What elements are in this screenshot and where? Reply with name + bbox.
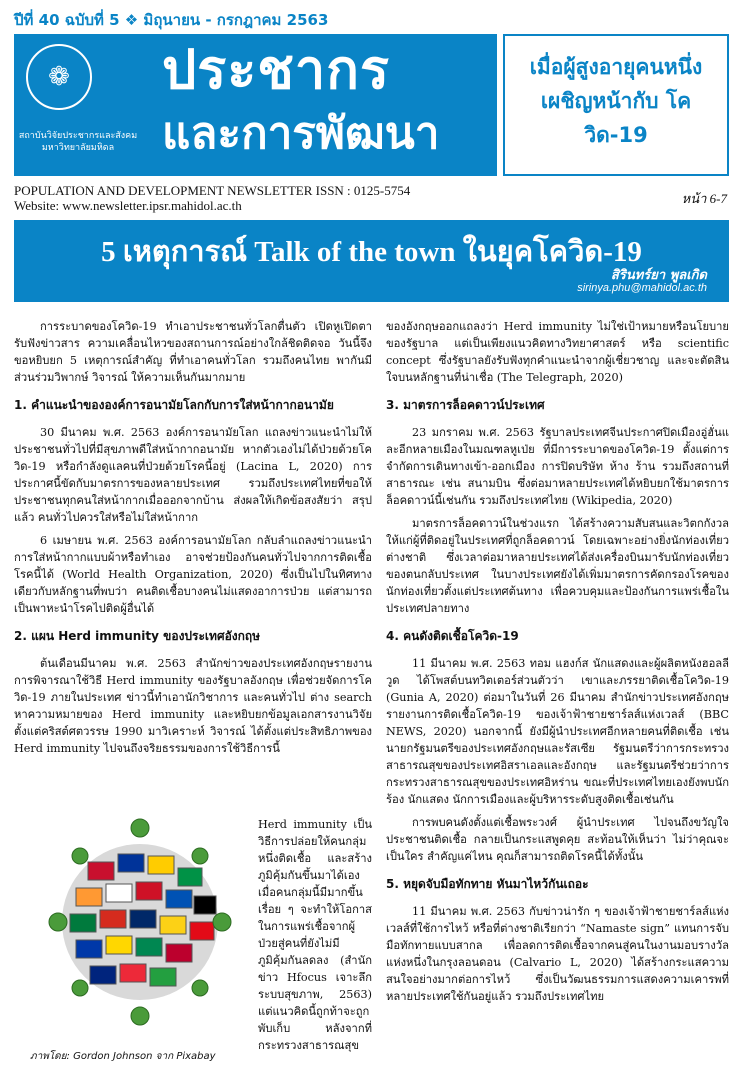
newsletter-info <box>14 183 410 213</box>
article-author: สิรินทร์ยา พูลเกิด <box>610 268 707 283</box>
section-3-heading: 3. มาตรการล็อคดาวน์ประเทศ <box>386 398 545 412</box>
university-logo-icon: ❁ <box>26 44 92 110</box>
section-5-paragraph-1: 11 มีนาคม พ.ศ. 2563 กับข่าวน่ารัก ๆ ของเจ้าฟ้าชายชาร์ลส์แห่งเวลส์ที่ใช้การไหว้ หรือที่ต่างชาติเรียกว่า “Namaste sign” แทนการจับมือทักทายแบบสากล เพื่อลดการติดเชื้อจากคนสู่คนในงานมอบรางวัลแห่งหนึ่งในกรุงลอนดอน (Calvario L, 2020) ได้สร้างกระแสความสนใจอย่างมากต่อการไหว้ ซึ่งเป็นวัฒนธรรมการแสดงความเคารพที่หลายประเทศใช้กันอยู่แล้ว รวมถึงประเทศไทย <box>386 905 729 1003</box>
left-column <box>14 318 372 757</box>
teaser-page-ref: หน้า 6-7 <box>681 191 727 206</box>
issue-line: ปีที่ 40 ฉบับที่ 5 ❖ มิถุนายน - กรกฎาคม 2563 <box>14 11 329 29</box>
article-title-bar <box>14 220 729 302</box>
section-5-heading: 5. หยุดจับมือทักทาย หันมาไหว้กันเถอะ <box>386 877 589 891</box>
section-1-paragraph-1: 30 มีนาคม พ.ศ. 2563 องค์การอนามัยโลก แถลงข่าวแนะนำไม่ให้ประชาชนทั่วไปที่มีสุขภาพดีใส่หน้ากากอนามัย หากตัวเองไม่ได้ป่วยด้วยโควิด-19 หรือกำลังดูแลคนที่ป่วยด้วยโรคนี้อยู่ (Lacina L, 2020) การประกาศนี้ขัดกับมาตรการของหลายประเทศ รวมถึงประเทศไทยที่ขอให้ประชาชนทุกคนใส่หน้ากากเมื่อออกจากบ้าน ส่งผลให้เกิดข้อสงสัยว่า สรุปแล้ว คนทั่วไปควรใส่หรือไม่ใส่หน้ากาก <box>14 426 372 524</box>
section-3-paragraph-1: 23 มกราคม พ.ศ. 2563 รัฐบาลประเทศจีนประกาศปิดเมืองอู่ฮั่นและอีกหลายเมืองในมณฑลหูเป่ย ที่มีการระบาดของโควิด-19 ตั้งแต่การจำกัดการเดินทางเข้า-ออกเมือง การปิดบริษัท ห้าง ร้าน รวมถึงสถานที่สาธารณะ เช่น สนามบิน ซึ่งต่อมาหลายประเทศได้หยิบยกใช้มาตรการล็อคดาวน์นี้เช่นกัน รวมถึงประเทศไทย (Wikipedia, 2020) <box>386 426 729 507</box>
newsletter-website: Website: www.newsletter.ipsr.mahidol.ac.th <box>14 198 242 213</box>
globe-flags-image <box>40 806 240 1038</box>
article-title: 5 เหตุการณ์ Talk of the town ในยุคโควิด-19 <box>101 236 642 268</box>
section-4-paragraph-1: 11 มีนาคม พ.ศ. 2563 ทอม แฮงก์ส นักแสดงและผู้ผลิตหนังฮอลลีวูด ได้โพสต์บนทวิตเตอร์ส่วนตัวว่า เขาและภรรยาติดเชื้อโควิด-19 (Gunia A, 2020) ต่อมาในวันที่ 26 มีนาคม สำนักข่าวประเทศอังกฤษรายงานการติดเชื้อโควิด-19 ของเจ้าฟ้าชายชาร์ลส์แห่งเวลส์ (BBC NEWS, 2020) นอกจากนี้ ยังมีผู้นำประเทศอีกหลายคนที่ติดเชื้อ เช่น นายกรัฐมนตรีของประเทศอังกฤษและรัสเซีย รัฐมนตรีว่าการกระทรวงสาธารณสุขของประเทศอิสราเอลและอังกฤษ และรัฐมนตรีช่วยว่าการกระทรวงสาธารณสุขของประเทศอิหร่าน ขณะที่ประเทศไทยเองยังพบนักร้อง นักแสดง นักการเมืองและผู้บริหารระดับสูงติดเชื้อเช่นกัน <box>386 657 729 806</box>
section-3-paragraph-2: มาตรการล็อคดาวน์ในช่วงแรก ได้สร้างความสับสนและวิตกกังวลให้แก่ผู้ที่ติดอยู่ในประเทศที่ถูกล็อคดาวน์ โดยเฉพาะอย่างยิ่งนักท่องเที่ยวต่างชาติ ซึ่งเวลาต่อมาหลายประเทศได้ส่งเครื่องบินมารับนักท่องเที่ยวของตนกลับประเทศ ในบางประเทศยังได้เพิ่มมาตรการคัดกรองโรคของนักท่องเที่ยวตั้งแต่ประเทศต้นทาง เพื่อควบคุมและป้องกันการแพร่เชื้อในประเทศปลายทาง <box>386 517 729 615</box>
teaser-box: เมื่อผู้สูงอายุคนหนึ่ง เผชิญหน้ากับ โควิด-19 <box>503 34 729 176</box>
newsletter-issn: POPULATION AND DEVELOPMENT NEWSLETTER ISSN : 0125-5754 <box>14 183 411 198</box>
section-2-heading: 2. แผน Herd immunity ของประเทศอังกฤษ <box>14 629 261 643</box>
author-email: sirinya.phu@mahidol.ac.th <box>577 282 707 294</box>
section-1-paragraph-2: 6 เมษายน พ.ศ. 2563 องค์การอนามัยโลก กลับลำแถลงข่าวแนะนำการใส่หน้ากากแบบผ้าหรือทำเอง อาจช่วยป้องกันคนทั่วไปจากการติดเชื้อโรคนี้ได้ (World Health Organization, 2020) ซึ่งเป็นไปในทิศทางเดียวกับหลักฐานที่พบว่า คนติดเชื้อบางคนไม่แสดงอาการป่วย แต่สามารถเป็นพาหะนำโรคไปติดผู้อื่นได้ <box>14 534 372 615</box>
image-caption: ภาพโดย: Gordon Johnson จาก Pixabay <box>30 1051 216 1062</box>
section-4-heading: 4. คนดังติดเชื้อโควิด-19 <box>386 629 519 643</box>
masthead-title-line1: ประชากร <box>162 38 390 101</box>
right-column <box>386 318 729 1005</box>
logo-institute-name: สถาบันวิจัยประชากรและสังคม มหาวิทยาลัยมหิดล <box>18 131 138 153</box>
intro-paragraph: การระบาดของโควิด-19 ทำเอาประชาชนทั่วโลกตื่นตัว เปิดหูเปิดตา รับฟังข่าวสาร ความเคลื่อนไหวของสถานการณ์อย่างใกล้ชิดติดจอ วันนี้จึงขอหยิบยก 5 เหตุการณ์สำคัญ ที่ทำเอาคนทั่วโลก รวมถึงคนไทย พากันมีส่วนร่วมวิพากษ์ วิจารณ์ ให้ความเห็นกันมากมาย <box>14 320 372 384</box>
masthead-title-line2: และการพัฒนา <box>162 108 440 159</box>
section-2-paragraph-2: Herd immunity เป็นวิธีการปล่อยให้คนกลุ่มหนึ่งติดเชื้อ และสร้างภูมิคุ้มกันขึ้นมาได้เอง เมื่อคนกลุ่มนี้มีมากขึ้นเรื่อย ๆ จะทำให้โอกาสในการแพร่เชื้อจากผู้ป่วยสู่คนที่ยังไม่มีภูมิคุ้มกันลดลง (สำนักข่าว Hfocus เจาะลึกระบบสุขภาพ, 2563) แต่แนวคิดนี้ถูกท้าจะถูกพับเก็บ หลังจากที่กระทรวงสาธารณสุข <box>258 818 372 1052</box>
section-2-paragraph-1: ต้นเดือนมีนาคม พ.ศ. 2563 สำนักข่าวของประเทศอังกฤษรายงานการพิจารณาใช้วิธี Herd immunity ของรัฐบาลอังกฤษ เพื่อช่วยจัดการโควิด-19 ภายในประเทศ ข่าวนี้ทำเอานักวิชาการ และคนทั่วไป ต่าง search หาความหมายของ Herd immunity และหยิบยกข้อมูลเอกสารงานวิจัยตั้งแต่คริสต์ศตวรรษ 1990 มาวิเคราะห์ วิจารณ์ ได้ตั้งแต่ประสิทธิภาพของ Herd immunity ไปจนถึงจริยธรรมของการใช้วิธีการนี้ <box>14 657 372 755</box>
section-2-continuation: ของอังกฤษออกแถลงว่า Herd immunity ไม่ใช่เป้าหมายหรือนโยบายของรัฐบาล แต่เป็นเพียงแนวคิดทางวิทยาศาสตร์ หรือ scientific concept ซึ่งรัฐบาลยังรับฟังทุกคำแนะนำจากผู้เชี่ยวชาญ และจะตัดสินใจบนหลักฐานที่น่าเชื่อ (The Telegraph, 2020) <box>386 320 729 384</box>
masthead-banner <box>14 34 497 176</box>
section-1-heading: 1. คำแนะนำขององค์การอนามัยโลกกับการใส่หน้ากากอนามัย <box>14 398 334 412</box>
section-4-paragraph-2: การพบคนดังตั้งแต่เชื้อพระวงศ์ ผู้นำประเทศ ไปจนถึงขวัญใจประชาชนติดเชื้อ กลายเป็นกระแสพูดคุย สะท้อนให้เห็นว่า ไม่ว่าคุณจะเป็นใคร สำคัญแค่ไหน คุณก็สามารถติดโรคนี้ได้ทั้งนั้น <box>386 816 729 863</box>
